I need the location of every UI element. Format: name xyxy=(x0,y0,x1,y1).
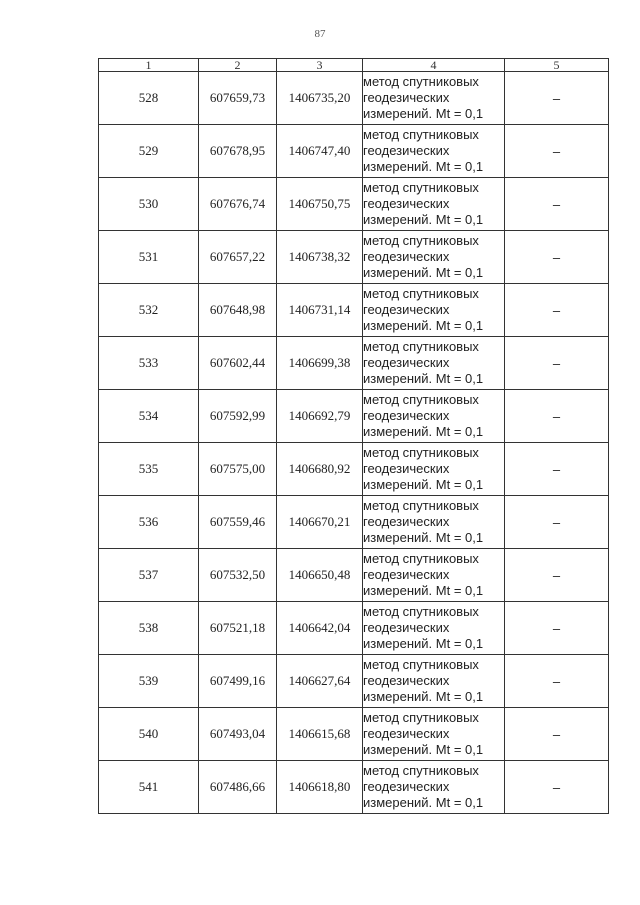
method-cell xyxy=(363,761,505,814)
x-coordinate-cell: 607676,74 xyxy=(199,178,277,231)
method-line: измерений. Mt = 0,1 xyxy=(363,689,484,704)
method-line: метод спутниковых xyxy=(363,127,479,142)
method-cell xyxy=(363,337,505,390)
x-coordinate-cell: 607648,98 xyxy=(199,284,277,337)
method-cell xyxy=(363,390,505,443)
method-line: геодезических xyxy=(363,355,450,370)
x-coordinate-cell: 607659,73 xyxy=(199,72,277,125)
x-coordinate-cell: 607493,04 xyxy=(199,708,277,761)
method-line: метод спутниковых xyxy=(363,286,479,301)
column-header-3: 3 xyxy=(277,59,363,72)
column-5-cell: – xyxy=(505,284,609,337)
y-coordinate-cell: 1406735,20 xyxy=(277,72,363,125)
point-number-cell: 528 xyxy=(99,72,199,125)
method-line: метод спутниковых xyxy=(363,498,479,513)
table-row xyxy=(99,655,609,708)
x-coordinate-cell: 607532,50 xyxy=(199,549,277,602)
column-5-cell: – xyxy=(505,125,609,178)
x-coordinate-cell: 607657,22 xyxy=(199,231,277,284)
x-coordinate-cell: 607499,16 xyxy=(199,655,277,708)
method-line: измерений. Mt = 0,1 xyxy=(363,636,484,651)
method-line: метод спутниковых xyxy=(363,392,479,407)
method-cell xyxy=(363,602,505,655)
method-line: геодезических xyxy=(363,726,450,741)
y-coordinate-cell: 1406699,38 xyxy=(277,337,363,390)
method-cell xyxy=(363,655,505,708)
point-number-cell: 531 xyxy=(99,231,199,284)
x-coordinate-cell: 607602,44 xyxy=(199,337,277,390)
point-number-cell: 535 xyxy=(99,443,199,496)
point-number-cell: 529 xyxy=(99,125,199,178)
column-5-cell: – xyxy=(505,496,609,549)
table-row xyxy=(99,761,609,814)
x-coordinate-cell: 607575,00 xyxy=(199,443,277,496)
column-5-cell: – xyxy=(505,72,609,125)
coordinates-table xyxy=(98,58,609,814)
method-line: метод спутниковых xyxy=(363,604,479,619)
method-line: геодезических xyxy=(363,673,450,688)
point-number-cell: 536 xyxy=(99,496,199,549)
table-body xyxy=(99,72,609,814)
page-number: 87 xyxy=(314,28,326,40)
table-row xyxy=(99,390,609,443)
x-coordinate-cell: 607592,99 xyxy=(199,390,277,443)
method-line: геодезических xyxy=(363,567,450,582)
method-line: метод спутниковых xyxy=(363,551,479,566)
point-number-cell: 537 xyxy=(99,549,199,602)
column-5-cell: – xyxy=(505,443,609,496)
x-coordinate-cell: 607486,66 xyxy=(199,761,277,814)
method-line: измерений. Mt = 0,1 xyxy=(363,477,484,492)
table-row xyxy=(99,708,609,761)
point-number-cell: 532 xyxy=(99,284,199,337)
method-cell xyxy=(363,178,505,231)
point-number-cell: 530 xyxy=(99,178,199,231)
x-coordinate-cell: 607559,46 xyxy=(199,496,277,549)
method-cell xyxy=(363,231,505,284)
column-5-cell: – xyxy=(505,231,609,284)
method-cell xyxy=(363,708,505,761)
y-coordinate-cell: 1406747,40 xyxy=(277,125,363,178)
column-5-cell: – xyxy=(505,390,609,443)
method-line: измерений. Mt = 0,1 xyxy=(363,265,484,280)
point-number-cell: 534 xyxy=(99,390,199,443)
method-line: геодезических xyxy=(363,779,450,794)
method-line: метод спутниковых xyxy=(363,657,479,672)
column-5-cell: – xyxy=(505,602,609,655)
y-coordinate-cell: 1406642,04 xyxy=(277,602,363,655)
table-row xyxy=(99,284,609,337)
column-5-cell: – xyxy=(505,178,609,231)
method-line: геодезических xyxy=(363,90,450,105)
method-line: метод спутниковых xyxy=(363,445,479,460)
method-cell xyxy=(363,496,505,549)
method-line: измерений. Mt = 0,1 xyxy=(363,424,484,439)
column-5-cell: – xyxy=(505,708,609,761)
point-number-cell: 541 xyxy=(99,761,199,814)
method-line: геодезических xyxy=(363,514,450,529)
table-row xyxy=(99,337,609,390)
table-row xyxy=(99,602,609,655)
method-cell xyxy=(363,549,505,602)
table-row xyxy=(99,231,609,284)
method-line: метод спутниковых xyxy=(363,233,479,248)
y-coordinate-cell: 1406618,80 xyxy=(277,761,363,814)
y-coordinate-cell: 1406627,64 xyxy=(277,655,363,708)
method-cell xyxy=(363,443,505,496)
y-coordinate-cell: 1406650,48 xyxy=(277,549,363,602)
method-line: измерений. Mt = 0,1 xyxy=(363,106,484,121)
method-line: измерений. Mt = 0,1 xyxy=(363,212,484,227)
table-row xyxy=(99,178,609,231)
table-row xyxy=(99,443,609,496)
column-5-cell: – xyxy=(505,337,609,390)
point-number-cell: 533 xyxy=(99,337,199,390)
method-line: измерений. Mt = 0,1 xyxy=(363,583,484,598)
x-coordinate-cell: 607678,95 xyxy=(199,125,277,178)
point-number-cell: 539 xyxy=(99,655,199,708)
method-line: измерений. Mt = 0,1 xyxy=(363,530,484,545)
method-line: геодезических xyxy=(363,461,450,476)
method-line: геодезических xyxy=(363,249,450,264)
column-header-2: 2 xyxy=(199,59,277,72)
column-5-cell: – xyxy=(505,761,609,814)
y-coordinate-cell: 1406750,75 xyxy=(277,178,363,231)
y-coordinate-cell: 1406738,32 xyxy=(277,231,363,284)
column-header-1: 1 xyxy=(99,59,199,72)
y-coordinate-cell: 1406615,68 xyxy=(277,708,363,761)
y-coordinate-cell: 1406731,14 xyxy=(277,284,363,337)
method-line: геодезических xyxy=(363,143,450,158)
method-line: метод спутниковых xyxy=(363,339,479,354)
column-5-cell: – xyxy=(505,655,609,708)
method-line: измерений. Mt = 0,1 xyxy=(363,742,484,757)
method-line: геодезических xyxy=(363,408,450,423)
table-row xyxy=(99,549,609,602)
method-line: геодезических xyxy=(363,620,450,635)
method-cell xyxy=(363,284,505,337)
method-line: измерений. Mt = 0,1 xyxy=(363,159,484,174)
method-line: геодезических xyxy=(363,196,450,211)
method-line: метод спутниковых xyxy=(363,74,479,89)
y-coordinate-cell: 1406692,79 xyxy=(277,390,363,443)
method-cell xyxy=(363,72,505,125)
x-coordinate-cell: 607521,18 xyxy=(199,602,277,655)
y-coordinate-cell: 1406670,21 xyxy=(277,496,363,549)
y-coordinate-cell: 1406680,92 xyxy=(277,443,363,496)
column-header-5: 5 xyxy=(505,59,609,72)
method-line: измерений. Mt = 0,1 xyxy=(363,795,484,810)
table-row xyxy=(99,496,609,549)
method-cell xyxy=(363,125,505,178)
point-number-cell: 540 xyxy=(99,708,199,761)
table-row xyxy=(99,72,609,125)
column-header-4: 4 xyxy=(363,59,505,72)
point-number-cell: 538 xyxy=(99,602,199,655)
method-line: измерений. Mt = 0,1 xyxy=(363,318,484,333)
method-line: измерений. Mt = 0,1 xyxy=(363,371,484,386)
method-line: метод спутниковых xyxy=(363,710,479,725)
column-5-cell: – xyxy=(505,549,609,602)
method-line: метод спутниковых xyxy=(363,180,479,195)
table-header-row xyxy=(99,59,609,72)
method-line: метод спутниковых xyxy=(363,763,479,778)
method-line: геодезических xyxy=(363,302,450,317)
table-row xyxy=(99,125,609,178)
